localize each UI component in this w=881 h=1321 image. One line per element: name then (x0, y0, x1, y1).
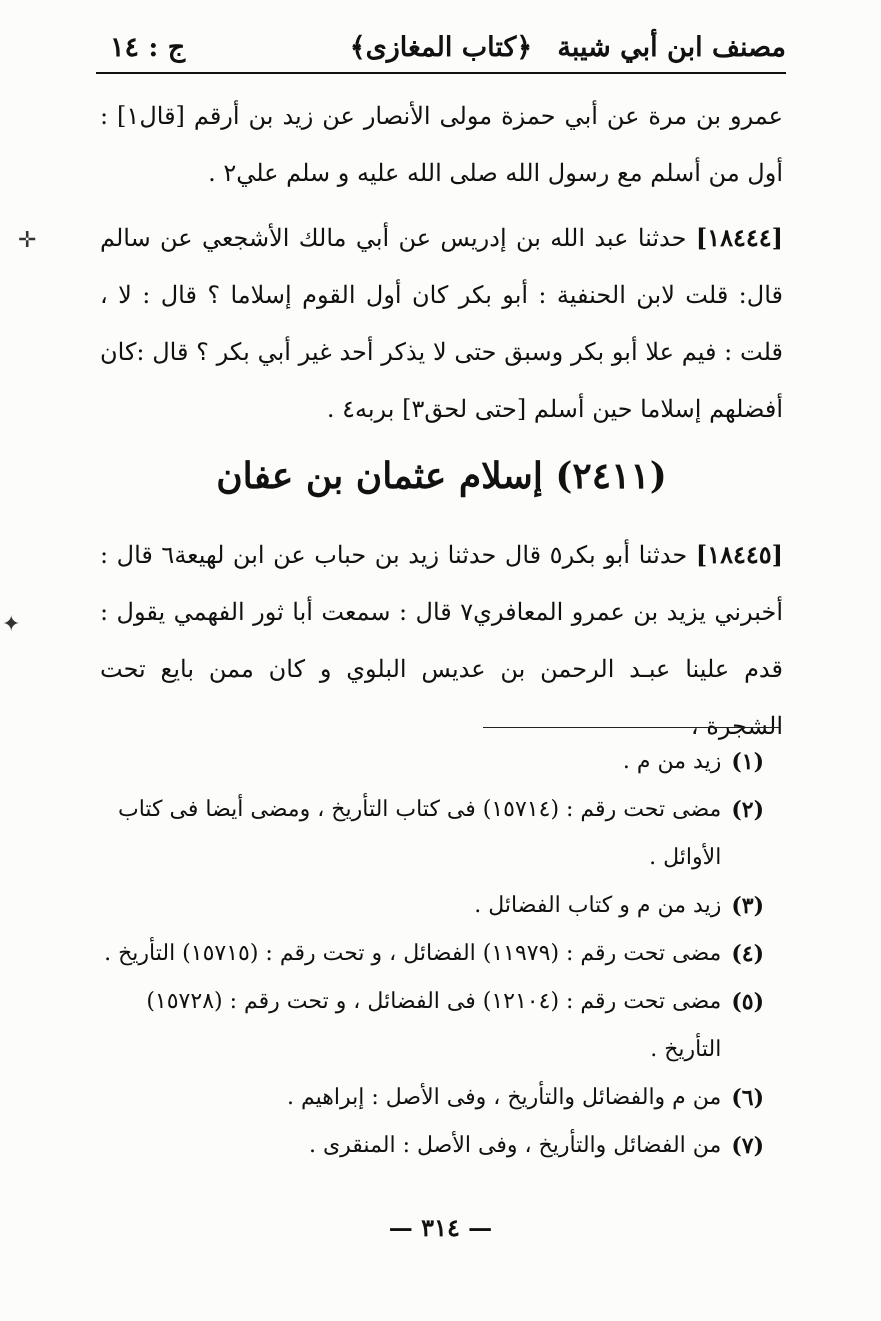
header-rule (96, 72, 786, 74)
footnote-text: من م والفضائل والتأريخ ، وفى الأصل : إبراهيم . (287, 1085, 722, 1110)
main-text (100, 88, 783, 755)
footnote-rule (483, 727, 779, 728)
intro-paragraph: عمرو بن مرة عن أبي حمزة مولى الأنصار عن زيد بن أرقم [قال١] : أول من أسلم مع رسول الله صلى الله عليه و سلم علي٢ . (100, 102, 784, 187)
footnote-text: مضى تحت رقم : (١٢١٠٤) فى الفضائل ، و تحت رقم : (١٥٧٢٨) التأريخ . (146, 989, 722, 1062)
volume-number: ج : ١٤ (110, 32, 186, 63)
footnote-text: زيد من م . (622, 749, 722, 774)
running-header (96, 26, 786, 74)
footnote-text: مضى تحت رقم : (١٥٧١٤) فى كتاب التأريخ ، ومضى أيضا فى كتاب الأوائل . (118, 797, 722, 870)
footnote-number: (٢) (731, 797, 764, 823)
footnote-number: (١) (731, 749, 764, 775)
footnote-item (100, 738, 764, 786)
footnote-item (100, 882, 764, 930)
page-number: — ٣١٤ — (388, 1213, 493, 1242)
chapter-title: ﴿كتاب المغازى﴾ (349, 32, 533, 63)
footnote-item (100, 786, 764, 882)
section-heading: (٢٤١١) إسلام عثمان بن عفان (216, 455, 667, 497)
footnote-item (100, 978, 764, 1074)
footnote-text: من الفضائل والتأريخ ، وفى الأصل : المنقرى . (308, 1133, 722, 1158)
footnote-item (100, 1074, 764, 1122)
hadith-text: حدثنا أبو بكر٥ قال حدثنا زيد بن حباب عن ابن لهيعة٦ قال : أخبرني يزيد بن عمرو المعافري٧ قال : سمعت أبا ثور الفهمي يقول : قدم علينا عبـد الرحمن بن عديس البلوي و كان ممن بايع تحت الشجرة ، (100, 541, 783, 740)
footnotes (100, 738, 764, 1170)
book-title: مصنف ابن أبي شيبة (557, 32, 786, 63)
footnote-number: (٧) (731, 1133, 764, 1159)
margin-mark-icon: ✦ (2, 612, 21, 637)
footnote-item (100, 1122, 764, 1170)
footnote-text: مضى تحت رقم : (١١٩٧٩) الفضائل ، و تحت رقم : (١٥٧١٥) التأريخ . (104, 941, 722, 966)
hadith-18444 (100, 209, 783, 438)
footnote-number: (٦) (731, 1085, 764, 1111)
hadith-18445 (100, 526, 783, 755)
hadith-text: حدثنا عبد الله بن إدريس عن أبي مالك الأشجعي عن سالم قال: قلت لابن الحنفية : أبو بكر كان أول القوم إسلاما ؟ قال : لا ، قلت : فيم علا أبو بكر وسبق حتى لا يذكر أحد غير أبي بكر ؟ قال :كان أفضلهم إسلاما حين أسلم [حتى لحق٣] بربه٤ . (100, 224, 783, 423)
footnote-number: (٥) (731, 989, 764, 1015)
footnote-number: (٣) (731, 893, 764, 919)
footnote-text: زيد من م و كتاب الفضائل . (474, 893, 722, 918)
footnote-item (100, 930, 764, 978)
margin-mark-icon: ✛ (18, 228, 37, 253)
hadith-number: [١٨٤٤٥] (695, 540, 783, 569)
hadith-number: [١٨٤٤٤] (695, 223, 783, 252)
footnote-number: (٤) (731, 941, 764, 967)
